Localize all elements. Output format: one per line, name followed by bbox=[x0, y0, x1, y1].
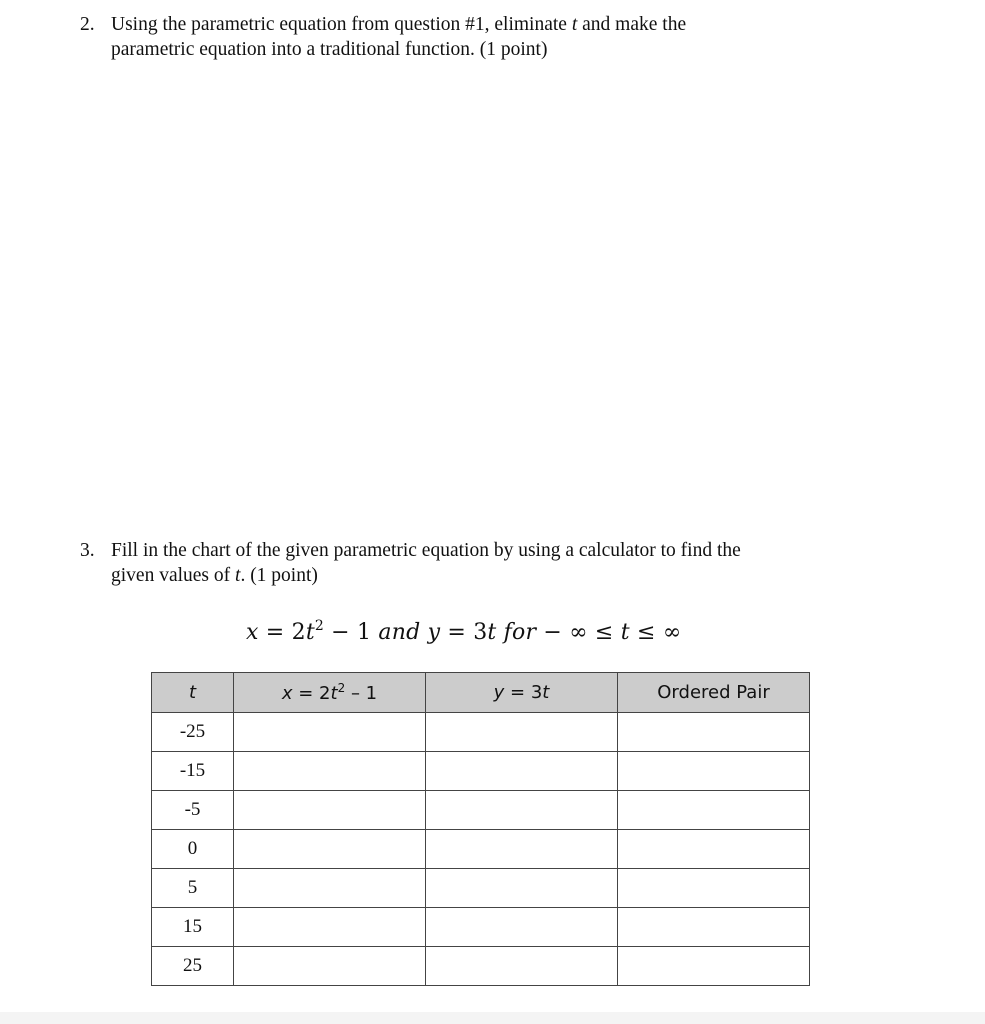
question-2 bbox=[0, 12, 985, 64]
table-row bbox=[152, 752, 810, 791]
t-value: 0 bbox=[152, 830, 234, 869]
ordered-pair-cell[interactable] bbox=[618, 869, 810, 908]
question-3 bbox=[0, 538, 985, 590]
t-value: -5 bbox=[152, 791, 234, 830]
question-3-line-2: given values of t. (1 point) bbox=[111, 565, 318, 586]
parametric-equation: $x = 2t^2 - 1$ and y = 3t for − ∞ ≤ t ≤ ∞ bbox=[246, 618, 682, 645]
table-row bbox=[152, 908, 810, 947]
x-cell[interactable] bbox=[234, 908, 426, 947]
chart-header-row bbox=[152, 673, 810, 713]
x-cell[interactable] bbox=[234, 947, 426, 986]
table-row bbox=[152, 713, 810, 752]
question-2-number: 2. bbox=[80, 14, 95, 35]
table-row bbox=[152, 830, 810, 869]
question-2-text bbox=[111, 12, 871, 62]
x-cell[interactable] bbox=[234, 713, 426, 752]
ordered-pair-cell[interactable] bbox=[618, 752, 810, 791]
ordered-pair-cell[interactable] bbox=[618, 947, 810, 986]
x-cell[interactable] bbox=[234, 791, 426, 830]
y-cell[interactable] bbox=[426, 791, 618, 830]
t-value: -15 bbox=[152, 752, 234, 791]
ordered-pair-cell[interactable] bbox=[618, 791, 810, 830]
table-row bbox=[152, 791, 810, 830]
x-cell[interactable] bbox=[234, 869, 426, 908]
ordered-pair-cell[interactable] bbox=[618, 830, 810, 869]
y-cell[interactable] bbox=[426, 713, 618, 752]
t-value: 15 bbox=[152, 908, 234, 947]
values-chart bbox=[151, 672, 810, 986]
y-cell[interactable] bbox=[426, 947, 618, 986]
y-cell[interactable] bbox=[426, 908, 618, 947]
header-y: y = 3t bbox=[426, 673, 618, 713]
header-x: $x = 2t^2 - 1$ bbox=[234, 673, 426, 713]
t-value: 25 bbox=[152, 947, 234, 986]
y-cell[interactable] bbox=[426, 752, 618, 791]
header-t: t bbox=[152, 673, 234, 713]
question-3-number: 3. bbox=[80, 540, 95, 561]
variable-t: t bbox=[235, 565, 241, 586]
variable-t: t bbox=[571, 14, 578, 35]
x-cell[interactable] bbox=[234, 830, 426, 869]
t-value: 5 bbox=[152, 869, 234, 908]
page-bottom-edge bbox=[0, 1012, 985, 1024]
question-3-line-1: Fill in the chart of the given parametric equation by using a calculator to find the bbox=[111, 540, 741, 561]
question-3-text bbox=[111, 538, 871, 588]
y-cell[interactable] bbox=[426, 830, 618, 869]
table-row bbox=[152, 947, 810, 986]
t-value: -25 bbox=[152, 713, 234, 752]
y-cell[interactable] bbox=[426, 869, 618, 908]
ordered-pair-cell[interactable] bbox=[618, 713, 810, 752]
question-2-line-2: parametric equation into a traditional function. (1 point) bbox=[111, 39, 548, 60]
x-cell[interactable] bbox=[234, 752, 426, 791]
header-ordered-pair: Ordered Pair bbox=[618, 673, 810, 713]
table-row bbox=[152, 869, 810, 908]
question-2-line-1: Using the parametric equation from question #1, eliminate t and make the bbox=[111, 14, 687, 35]
ordered-pair-cell[interactable] bbox=[618, 908, 810, 947]
